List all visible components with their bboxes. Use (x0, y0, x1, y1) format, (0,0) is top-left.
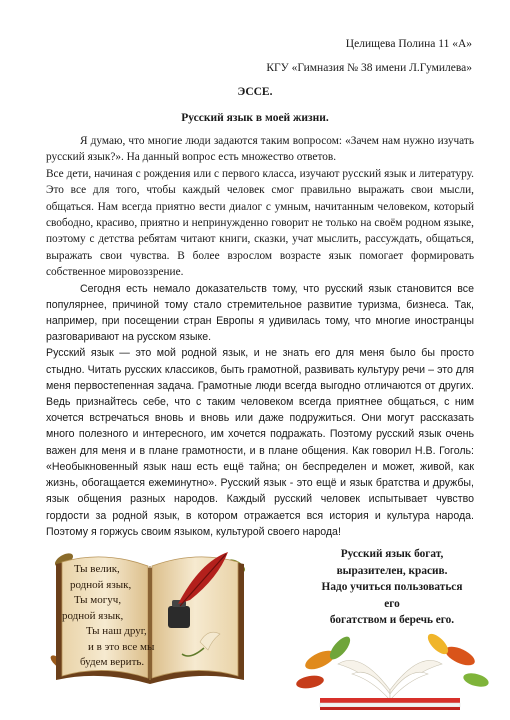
essay-label: ЭССЕ. (237, 86, 273, 98)
poem-line: Ты наш друг, (86, 625, 147, 637)
quote-block (292, 546, 492, 629)
poem-line: будем верить. (80, 656, 145, 668)
quote-line: богатством и беречь его. (329, 614, 455, 626)
author-line: Целищева Полина 11 «А» (345, 38, 472, 50)
essay-body (46, 133, 474, 540)
essay-title: Русский язык в моей жизни. (181, 112, 329, 124)
paragraph: Сегодня есть немало доказательств тому, что русский язык становится все популярнее, причиной тому стало стремительное развитие туризма, бизнеса. Так, например, при посещении стран Европы я удивилась тому, что многие иностранцы разговаривают на русском языке. (46, 282, 474, 344)
poem-line: и в это все мы (88, 640, 155, 653)
book-poem (62, 562, 157, 671)
quote-line: выразителен, красив. (336, 564, 448, 577)
poem-line: Ты могуч, (74, 594, 122, 606)
paragraph: Я думаю, что многие люди задаются таким вопросом: «Зачем нам нужно изучать русский язык?». На данный вопрос есть множество ответов. (46, 135, 474, 164)
quote-line: его (384, 597, 400, 610)
paragraph: Русский язык — это мой родной язык, и не знать его для меня было бы просто стыдно. Читать русских классиков, быть грамотной, развивать культуру речи – это для меня первостепенная задача. Грамотные люди всегда выгодно отличаются от других. Ведь признайтесь себе, что с таким человеком всегда приятнее общаться, с ним хочется встречаться вновь и вновь или даже подружиться. Они могут рассказать много полезного и интересного, им хочется подражать. Поэтому русский язык очень важен для меня и в плане грамотности, и в плане общения. Как говорил Н.В. Гоголь: «Необыкновенный язык наш есть ещё тайна; он беспределен и может, живой, как жизнь, обогащается ежеминутно». Русский язык - это ещё и язык братства и дружбы, язык общения разных народов. Каждый русский человек испытывает чувство гордости за родной язык, в котором отражается вся история и культура народа. Поэтому я горжусь своим языком, культурой своего народа! (46, 347, 474, 538)
books-leaves-icon (280, 620, 500, 710)
quote-line: Русский язык богат, (340, 548, 444, 560)
paragraph: Все дети, начиная с рождения или с первого класса, изучают русский язык и литературу. Это все для того, чтобы каждый человек смог правильно выражать свои мысли, общаться. Нам всегда приятно вести диалог с умным, начитанным человеком, который свободно, красиво, приятно и непринужденно говорит не только на своём родном языке, поэтому с детства ребятам читают книги, сказки, учат мыслить, рассуждать, общаться, выражать свои чувства. В более взрослом возрасте язык помогает формировать собственное мировоззрение. (46, 167, 474, 279)
school-line: КГУ «Гимназия № 38 имени Л.Гумилева» (266, 62, 472, 74)
poem-line: Ты велик, (74, 563, 120, 575)
poem-line: родной язык, (62, 609, 124, 622)
poem-line: родной язык, (70, 578, 132, 591)
quote-line: Надо учиться пользоваться (321, 581, 463, 593)
